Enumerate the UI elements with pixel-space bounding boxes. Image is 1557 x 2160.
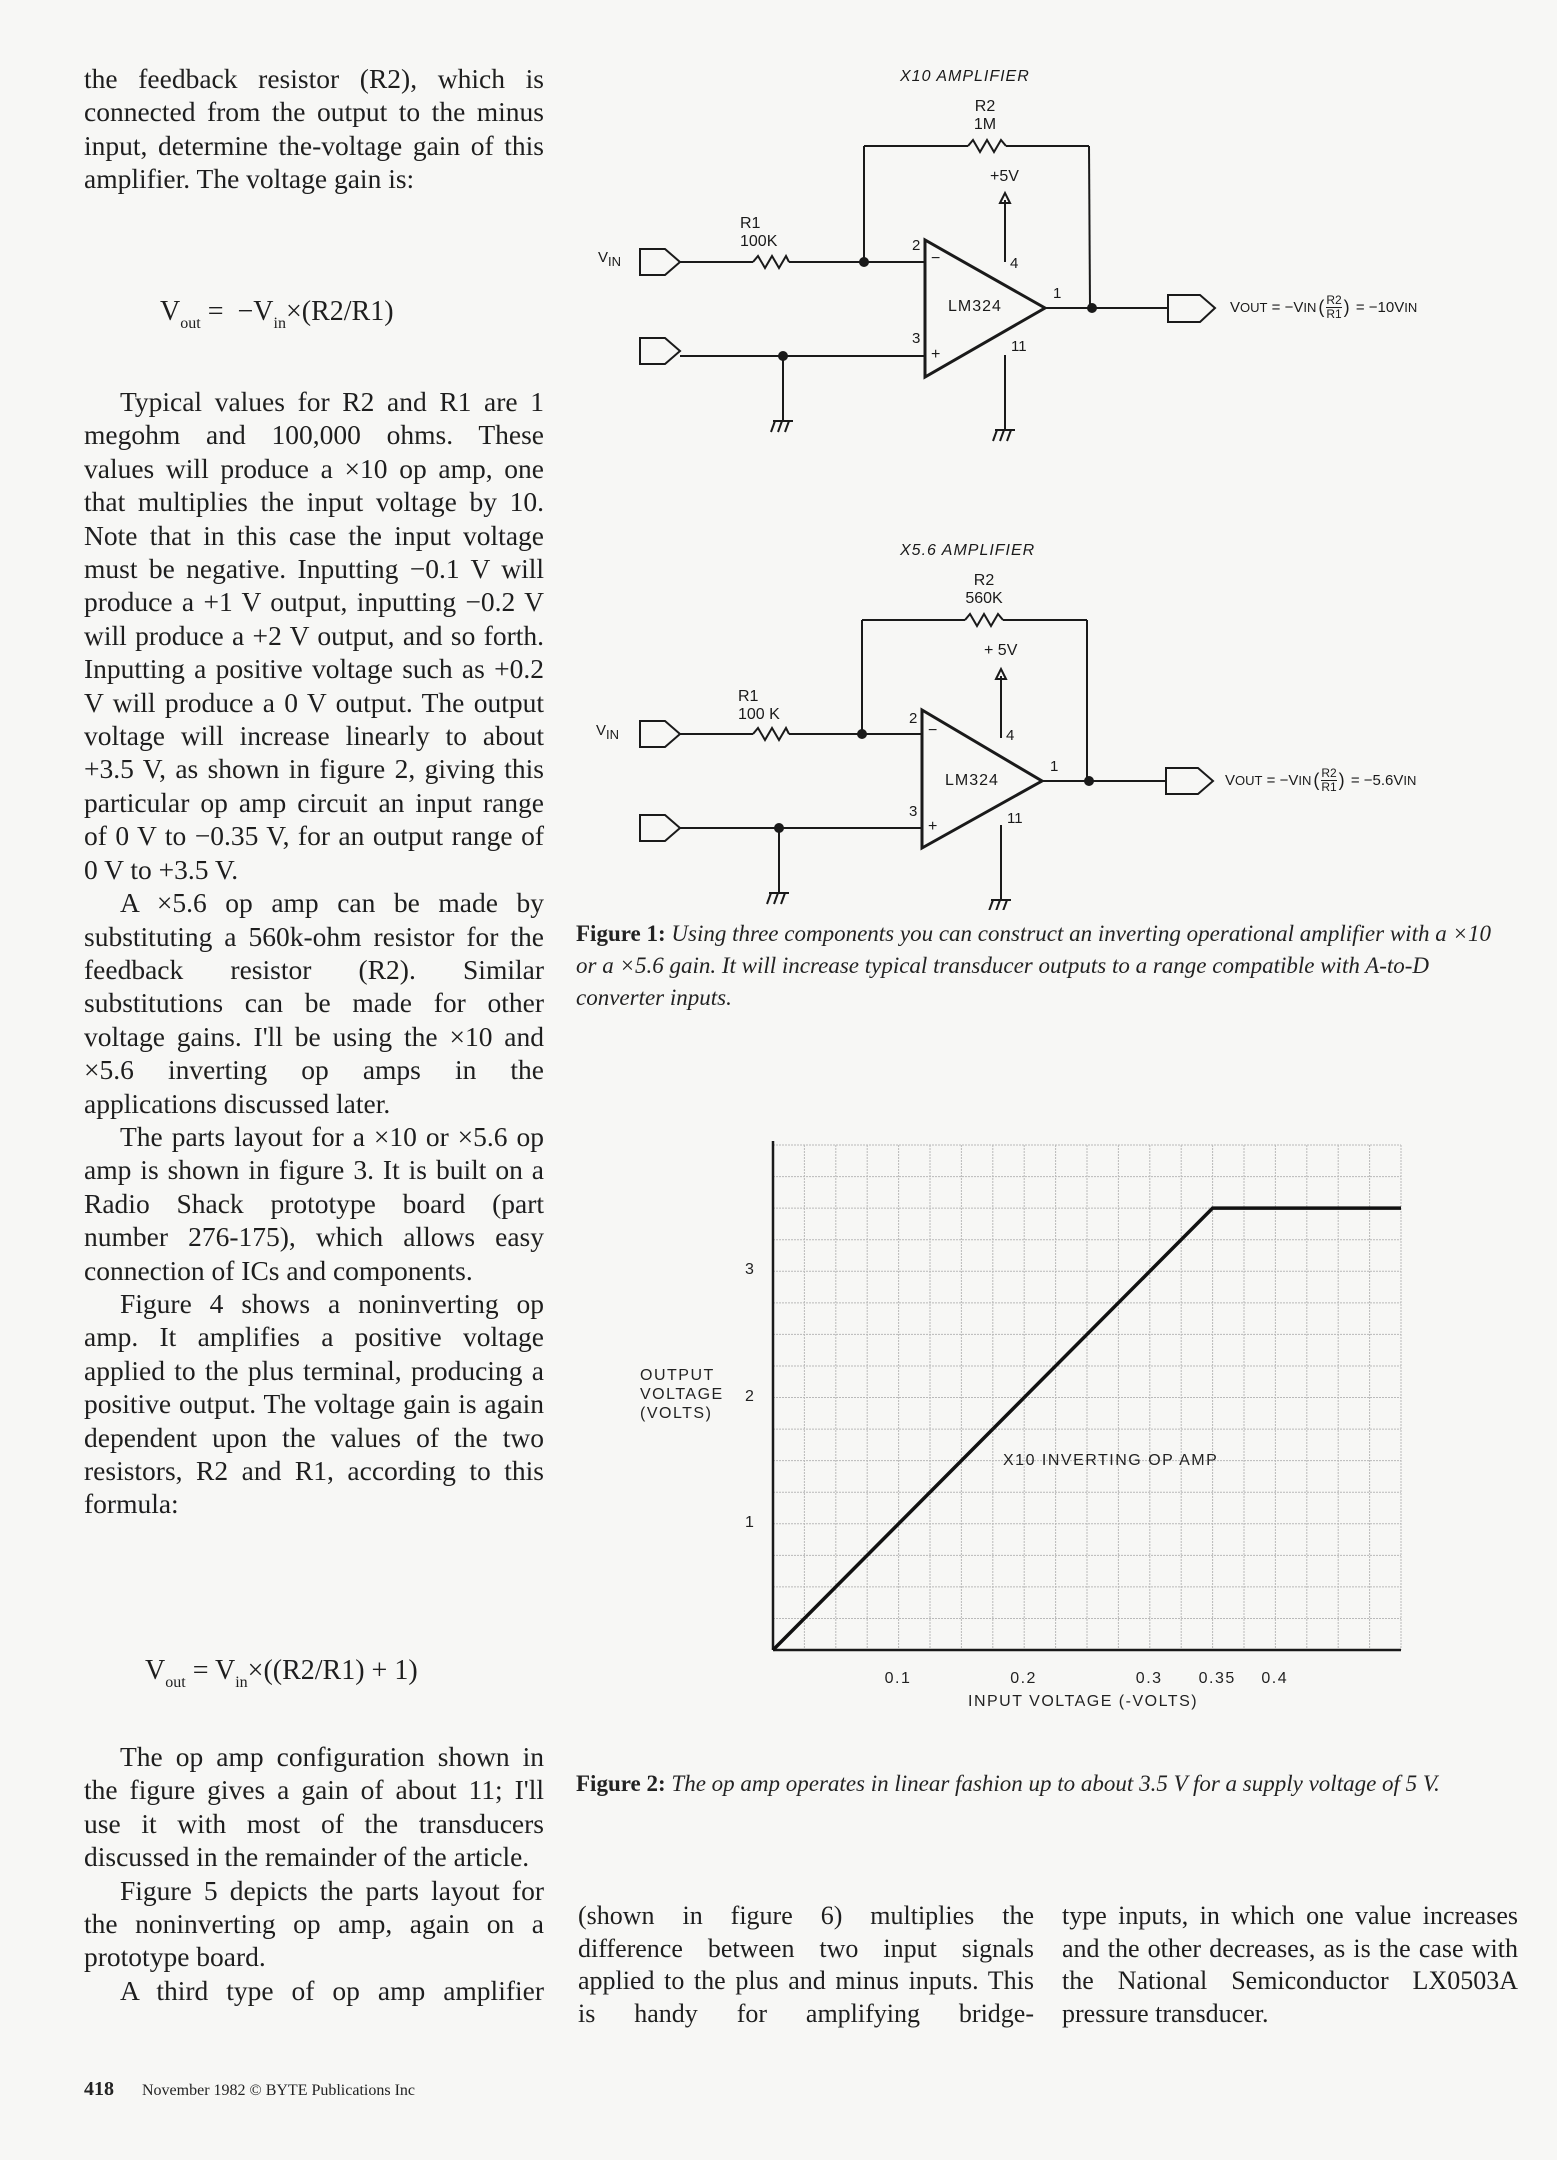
x-tick-label: 0.35	[1198, 1670, 1236, 1687]
caption-label: Figure 2:	[576, 1771, 666, 1796]
paragraph: A ×5.6 op amp can be made by substituting a 560k-ohm resistor for the feedback resistor (R2). Similar substitutions can be made for other voltage gains. I'll be using the ×10 and ×5.6 inverting op amps in the applications discussed later.	[84, 887, 544, 1119]
pin-label: 11	[1011, 338, 1027, 355]
paren: )	[1338, 770, 1345, 790]
r2-value: 560K	[965, 590, 1003, 607]
eq-vin: = V	[185, 1655, 236, 1686]
r2-label	[965, 98, 1005, 134]
paragraph: Figure 4 shows a noninverting op amp. It amplifies a positive voltage applied to the plus terminal, producing a positive output. The voltage gain is again dependent upon the values of the two resistors, R2 and R1, according to this formula:	[84, 1287, 544, 1520]
formula-sub: IN	[1303, 300, 1317, 315]
formula-part: = −V	[1262, 772, 1299, 789]
paragraph: The parts layout for a ×10 or ×5.6 op amp is shown in figure 3. It is built on a Radio Shack prototype board (part number 276-175), which allows easy connection of ICs and components.	[84, 1120, 544, 1286]
eq-sub: in	[235, 1674, 248, 1691]
r1-name: R1	[740, 215, 761, 232]
supply-label: + 5V	[984, 642, 1018, 659]
x-axis-label: INPUT VOLTAGE (-VOLTS)	[968, 1693, 1199, 1710]
publication-credit: November 1982 © BYTE Publications Inc	[142, 2082, 415, 2099]
plus-sign: +	[931, 346, 941, 363]
formula-part: = −5.6V	[1346, 772, 1404, 789]
r2-name: R2	[973, 572, 995, 589]
r1-label	[738, 688, 780, 724]
denominator: R1	[1321, 780, 1337, 794]
body-text-para-1	[84, 62, 544, 196]
pin-label: 2	[912, 237, 921, 254]
numerator: R2	[1326, 293, 1342, 307]
eq-sub: out	[180, 315, 201, 332]
junction-dot	[778, 351, 788, 361]
paragraph: The op amp configuration shown in the figure gives a gain of about 11; I'll use it with most of the transducers discussed in the remainder of the article.	[84, 1741, 544, 1873]
eq-vin: = −V	[200, 296, 274, 327]
chart-annotation: X10 INVERTING OP AMP	[1003, 1452, 1219, 1469]
figure-1-caption	[576, 918, 1516, 1014]
continuation-column-b: type inputs, in which one value increases and the other decreases, as is the case with the National Semiconductor LX0503A pressure transducer.	[1062, 1901, 1518, 2028]
output-connector-icon	[1166, 768, 1213, 794]
paragraph: A third type of op amp amplifier	[120, 1974, 544, 2006]
y-tick-label: 3	[745, 1261, 756, 1279]
schematic-title: X10 AMPLIFIER	[900, 68, 1030, 85]
y-tick-label: 1	[745, 1513, 756, 1531]
eq-ratio: ×(R2/R1)	[285, 296, 394, 327]
page-number: 418	[84, 2078, 114, 2100]
formula-sub: OUT	[1235, 773, 1263, 788]
output-formula	[1225, 767, 1416, 794]
schematic-x5-6-amplifier	[560, 520, 1557, 910]
y-axis-label: OUTPUT VOLTAGE (VOLTS)	[640, 1367, 724, 1422]
pin-label: 4	[1006, 727, 1015, 744]
r1-value: 100 K	[738, 706, 780, 723]
formula-sub: OUT	[1240, 300, 1268, 315]
r2-label	[960, 572, 1008, 608]
r2-value: 1M	[973, 116, 997, 133]
eq-ratio: ×((R2/R1) + 1)	[247, 1655, 418, 1686]
numerator: R2	[1321, 766, 1337, 780]
paren: (	[1313, 770, 1320, 790]
fraction	[1321, 767, 1336, 794]
vin-label	[596, 722, 619, 742]
junction-dot	[857, 729, 867, 739]
junction-dot	[774, 823, 784, 833]
vin-label	[598, 249, 621, 269]
caption-text: Using three components you can construct an inverting operational amplifier with a ×10 or a ×5.6 gain. It will increase typical transducer outputs to a range compatible with A-to-D converter inputs.	[576, 921, 1491, 1010]
pin-label: 3	[912, 330, 921, 347]
fraction	[1326, 294, 1341, 321]
x-tick-label: 0.1	[884, 1670, 912, 1687]
figure-2-chart	[620, 1130, 1440, 1730]
x-tick-label: 0.2	[1010, 1670, 1037, 1687]
supply-label: +5V	[990, 168, 1019, 185]
r1-value: 100K	[740, 233, 778, 250]
eq-vout: V	[160, 296, 181, 327]
eq-sub: in	[273, 315, 286, 332]
r1-label	[740, 215, 777, 251]
vin-sub: IN	[608, 254, 622, 269]
plus-sign: +	[928, 818, 938, 835]
x-tick-label: 0.3	[1135, 1670, 1163, 1687]
figure-2-caption	[576, 1768, 1536, 1800]
schematic-drawing	[560, 520, 1557, 910]
paren: (	[1318, 297, 1325, 317]
formula-part: V	[1225, 772, 1236, 789]
body-text-block-2	[84, 1740, 544, 2007]
minus-sign: −	[931, 250, 941, 267]
r2-name: R2	[974, 98, 996, 115]
formula-sub: IN	[1403, 773, 1417, 788]
pin-label: 1	[1050, 758, 1059, 775]
formula-sub: IN	[1298, 773, 1312, 788]
formula-part: V	[1230, 299, 1241, 316]
paren: )	[1343, 297, 1350, 317]
vin-sub: IN	[606, 727, 620, 742]
input-connector-icon	[640, 815, 680, 841]
schematic-title: X5.6 AMPLIFIER	[900, 542, 1036, 559]
input-connector-icon	[640, 721, 680, 747]
output-connector-icon	[1168, 295, 1215, 322]
input-connector-icon	[640, 249, 680, 275]
equation-noninverting-gain	[145, 1655, 418, 1692]
junction-dot	[859, 257, 869, 267]
formula-sub: IN	[1404, 300, 1418, 315]
caption-text: The op amp operates in linear fashion up to about 3.5 V for a supply voltage of 5 V.	[671, 1771, 1440, 1796]
pin-label: 11	[1007, 810, 1023, 827]
eq-vout: V	[145, 1655, 166, 1686]
y-tick-label: 2	[745, 1387, 756, 1405]
x-tick-label: 0.4	[1261, 1670, 1289, 1687]
chip-label: LM324	[948, 298, 1002, 315]
junction-dot	[1087, 303, 1097, 313]
continuation-column-a: (shown in figure 6) multiplies the difference between two input signals applied to the plus and minus inputs. This is handy for amplifying bridge-	[578, 1901, 1034, 2028]
formula-part: = −10V	[1351, 299, 1405, 316]
body-text-block	[84, 385, 544, 1521]
junction-dot	[1084, 776, 1094, 786]
vin-v: V	[598, 249, 609, 266]
chart-plot-area	[620, 1130, 1440, 1730]
output-formula	[1230, 294, 1417, 321]
page-footer	[84, 2078, 415, 2101]
paragraph: the feedback resistor (R2), which is connected from the output to the minus input, determine the-voltage gain of this amplifier. The voltage gain is:	[84, 63, 544, 195]
caption-label: Figure 1:	[576, 921, 666, 946]
minus-sign: −	[928, 722, 938, 739]
pin-label: 3	[909, 803, 918, 820]
schematic-x10-amplifier	[560, 40, 1557, 460]
eq-sub: out	[165, 1674, 186, 1691]
paragraph: Figure 5 depicts the parts layout for the noninverting op amp, again on a prototype board.	[84, 1874, 544, 1973]
pin-label: 2	[909, 710, 918, 727]
input-connector-icon	[640, 338, 680, 364]
schematic-drawing	[560, 40, 1557, 460]
denominator: R1	[1326, 307, 1342, 321]
equation-inverting-gain	[160, 296, 394, 333]
vin-v: V	[596, 722, 607, 739]
formula-part: = −V	[1267, 299, 1304, 316]
pin-label: 4	[1010, 255, 1019, 272]
chip-label: LM324	[945, 772, 999, 789]
r1-name: R1	[738, 688, 759, 705]
pin-label: 1	[1053, 285, 1062, 302]
paragraph: Typical values for R2 and R1 are 1 megohm and 100,000 ohms. These values will produce a ×10 op amp, one that multiplies the input voltage by 10. Note that in this case the input voltage must be negative. Inputting −0.1 V will produce a +1 V output, inputting −0.2 V will produce a +2 V output, and so forth. Inputting a positive voltage such as +0.2 V will produce a 0 V output. The output voltage will increase linearly to about +3.5 V, as shown in figure 2, giving this particular op amp circuit an input range of 0 V to −0.35 V, for an output range of 0 V to +3.5 V.	[84, 386, 544, 885]
